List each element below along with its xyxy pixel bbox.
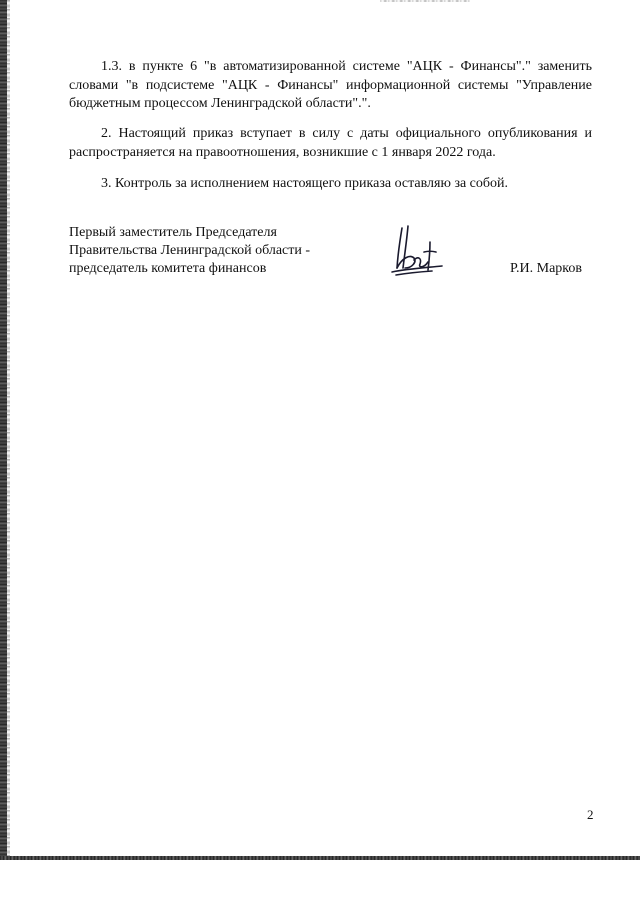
paragraph-2: 2. Настоящий приказ вступает в силу с даты официального опубликования и распространяется на правоотношения, возникшие с 1 января 2022 года. [69,126,592,160]
signer-position-line-3: председатель комитета финансов [69,261,267,276]
handwritten-signature-icon [388,222,446,280]
scan-edge-bottom [0,856,640,860]
paragraph-1-3: 1.3. в пункте 6 "в автоматизированной системе "АЦК - Финансы"." заменить словами "в подсистеме "АЦК - Финансы" информационной системы "Управление бюджетным процессом Ленинградской области".". [69,59,592,111]
scan-edge-left [0,0,7,860]
signer-name: Р.И. Марков [510,261,583,276]
signer-position [69,224,369,278]
signer-position-line-1: Первый заместитель Председателя [69,225,277,240]
scan-edge-top [380,0,470,2]
signer-position-line-2: Правительства Ленинградской области - [69,243,311,258]
page-number: 2 [587,807,594,822]
paragraph-3: 3. Контроль за исполнением настоящего приказа оставляю за собой. [101,176,509,191]
